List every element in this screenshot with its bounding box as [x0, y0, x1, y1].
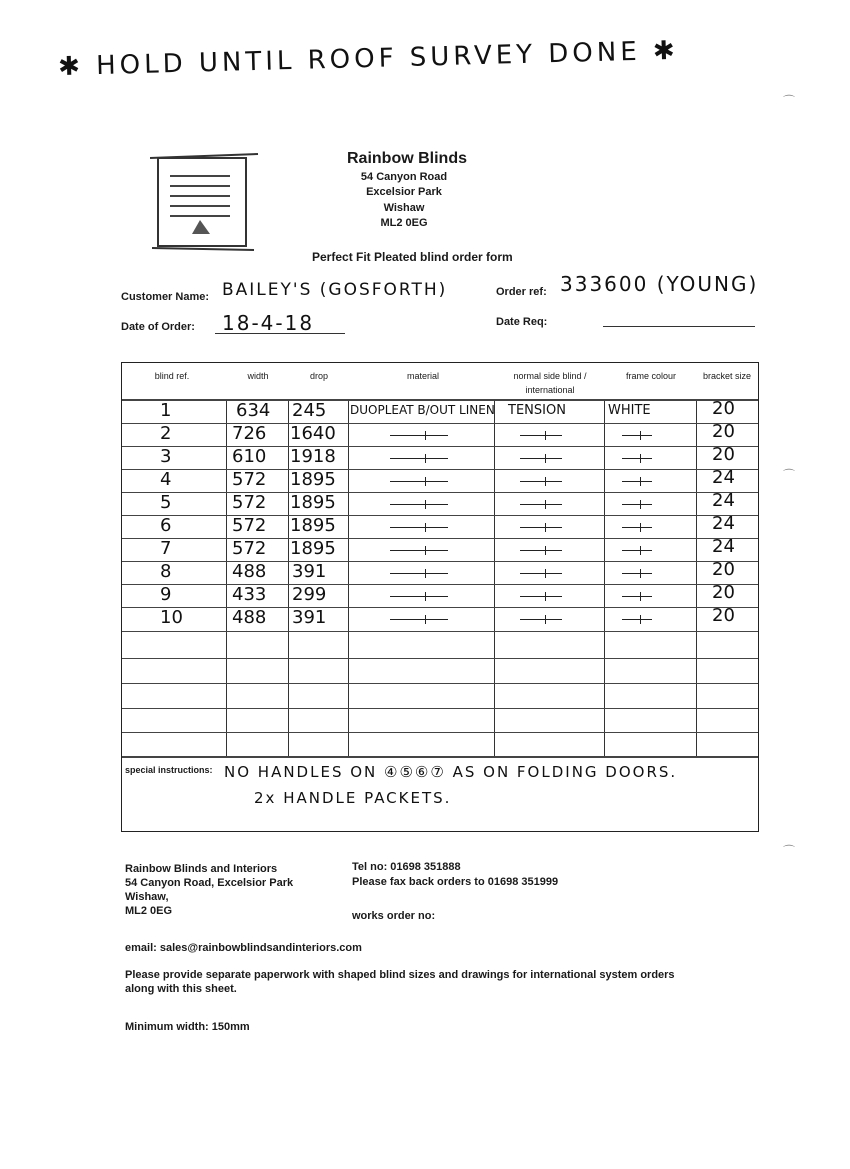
- cell-bracket[interactable]: 24: [712, 536, 735, 557]
- hold-note-text: HOLD UNTIL ROOF SURVEY DONE: [95, 36, 642, 82]
- cell-drop[interactable]: 245: [292, 400, 327, 421]
- order-ref-label: Order ref:: [496, 286, 547, 298]
- cell-side[interactable]: TENSION: [508, 403, 566, 418]
- works-order-label: works order no:: [352, 910, 436, 922]
- address-line: Excelsior Park: [366, 186, 442, 198]
- cell-bracket[interactable]: 20: [712, 582, 735, 603]
- cell-ref[interactable]: 5: [160, 492, 172, 513]
- ditto-mark: [622, 550, 652, 551]
- cell-bracket[interactable]: 24: [712, 490, 735, 511]
- cell-ref[interactable]: 3: [160, 446, 172, 467]
- ditto-mark: [520, 573, 562, 574]
- cell-material[interactable]: DUOPLEAT B/OUT LINEN: [350, 403, 495, 417]
- cell-ref[interactable]: 7: [160, 538, 172, 559]
- scan-mark: ⌒: [783, 94, 796, 108]
- cell-ref[interactable]: 6: [160, 515, 172, 536]
- col-header: bracket size: [702, 371, 752, 381]
- footer-tel: Tel no: 01698 351888: [352, 861, 461, 873]
- ditto-mark: [390, 596, 448, 597]
- cell-bracket[interactable]: 20: [712, 398, 735, 419]
- cell-width[interactable]: 726: [232, 423, 267, 444]
- cell-drop[interactable]: 1895: [290, 515, 336, 536]
- ditto-mark: [622, 504, 652, 505]
- footer-email: email: sales@rainbowblindsandinteriors.com: [125, 942, 362, 954]
- special-instructions-label: special instructions:: [125, 765, 213, 775]
- cell-bracket[interactable]: 20: [712, 605, 735, 626]
- blind-logo-icon: [150, 150, 260, 255]
- scan-mark: ⌒: [783, 844, 796, 858]
- address-line: ML2 0EG: [380, 217, 428, 229]
- cell-bracket[interactable]: 20: [712, 444, 735, 465]
- cell-width[interactable]: 488: [232, 561, 267, 582]
- ditto-mark: [390, 481, 448, 482]
- ditto-mark: [390, 573, 448, 574]
- footer-company-line: Rainbow Blinds and Interiors: [125, 863, 278, 875]
- cell-drop[interactable]: 391: [292, 561, 327, 582]
- footer-min-width: Minimum width: 150mm: [125, 1021, 250, 1033]
- address-line: Wishaw: [383, 202, 425, 214]
- cell-width[interactable]: 572: [232, 469, 267, 490]
- col-header: frame colour: [625, 371, 677, 381]
- cell-width[interactable]: 433: [232, 584, 267, 605]
- cell-ref[interactable]: 2: [160, 423, 172, 444]
- date-req-label: Date Req:: [496, 316, 548, 328]
- ditto-mark: [622, 458, 652, 459]
- ditto-mark: [520, 458, 562, 459]
- cell-drop[interactable]: 1895: [290, 469, 336, 490]
- address-line: 54 Canyon Road: [360, 171, 448, 183]
- cell-width[interactable]: 610: [232, 446, 267, 467]
- cell-frame[interactable]: WHITE: [608, 403, 651, 418]
- cell-width[interactable]: 572: [232, 538, 267, 559]
- cell-bracket[interactable]: 20: [712, 421, 735, 442]
- special-instructions-line1[interactable]: NO HANDLES ON ④⑤⑥⑦ AS ON FOLDING DOORS.: [224, 763, 678, 781]
- ditto-mark: [622, 596, 652, 597]
- date-of-order-label: Date of Order:: [121, 321, 195, 333]
- col-header: width: [247, 371, 269, 381]
- cell-drop[interactable]: 1895: [290, 538, 336, 559]
- cell-width[interactable]: 634: [236, 400, 271, 421]
- ditto-mark: [390, 458, 448, 459]
- cell-ref[interactable]: 9: [160, 584, 172, 605]
- ditto-mark: [390, 527, 448, 528]
- cell-ref[interactable]: 1: [160, 400, 172, 421]
- ditto-mark: [520, 619, 562, 620]
- cell-ref[interactable]: 4: [160, 469, 172, 490]
- ditto-mark: [622, 435, 652, 436]
- cell-bracket[interactable]: 24: [712, 467, 735, 488]
- ditto-mark: [520, 596, 562, 597]
- ditto-mark: [520, 504, 562, 505]
- ditto-mark: [622, 527, 652, 528]
- cell-width[interactable]: 488: [232, 607, 267, 628]
- ditto-mark: [520, 481, 562, 482]
- ditto-mark: [520, 527, 562, 528]
- star-icon: ✱: [652, 35, 680, 67]
- cell-width[interactable]: 572: [232, 492, 267, 513]
- footer-company: [125, 862, 340, 918]
- order-ref-value[interactable]: 333600 (YOUNG): [560, 272, 759, 296]
- footer-company-line: Wishaw,: [125, 891, 169, 903]
- footer-instructions: Please provide separate paperwork with shaped blind sizes and drawings for international system orders along with this sheet.: [125, 969, 675, 995]
- cell-width[interactable]: 572: [232, 515, 267, 536]
- ditto-mark: [390, 619, 448, 620]
- ditto-mark: [390, 435, 448, 436]
- footer-fax: Please fax back orders to 01698 351999: [352, 876, 559, 888]
- cell-drop[interactable]: 391: [292, 607, 327, 628]
- ditto-mark: [622, 573, 652, 574]
- cell-ref[interactable]: 10: [160, 607, 183, 628]
- footer-company-line: ML2 0EG: [125, 905, 173, 917]
- col-header: drop: [309, 371, 328, 381]
- ditto-mark: [622, 481, 652, 482]
- col-header: material: [406, 371, 439, 381]
- order-table: [121, 362, 759, 832]
- form-title: Perfect Fit Pleated blind order form: [312, 250, 513, 264]
- cell-bracket[interactable]: 20: [712, 559, 735, 580]
- col-header: blind ref.: [154, 371, 190, 381]
- ditto-mark: [390, 550, 448, 551]
- date-of-order-value[interactable]: 18-4-18: [222, 311, 315, 335]
- customer-name-label: Customer Name:: [121, 291, 210, 303]
- ditto-mark: [520, 550, 562, 551]
- ditto-mark: [390, 504, 448, 505]
- cell-drop[interactable]: 1895: [290, 492, 336, 513]
- cell-drop[interactable]: 299: [292, 584, 327, 605]
- customer-name-value[interactable]: BAILEY'S (GOSFORTH): [222, 280, 448, 300]
- special-instructions-line2[interactable]: 2x HANDLE PACKETS.: [254, 789, 452, 807]
- company-name: Rainbow Blinds: [347, 150, 467, 167]
- ditto-mark: [520, 435, 562, 436]
- cell-drop[interactable]: 1918: [290, 446, 336, 467]
- cell-drop[interactable]: 1640: [290, 423, 336, 444]
- ditto-mark: [622, 619, 652, 620]
- footer-company-line: 54 Canyon Road, Excelsior Park: [125, 877, 294, 889]
- col-header: normal side blind / international: [513, 371, 587, 395]
- hold-note: [58, 36, 679, 82]
- cell-ref[interactable]: 8: [160, 561, 172, 582]
- cell-bracket[interactable]: 24: [712, 513, 735, 534]
- star-icon: ✱: [57, 51, 85, 83]
- scan-mark: ⌒: [783, 468, 796, 482]
